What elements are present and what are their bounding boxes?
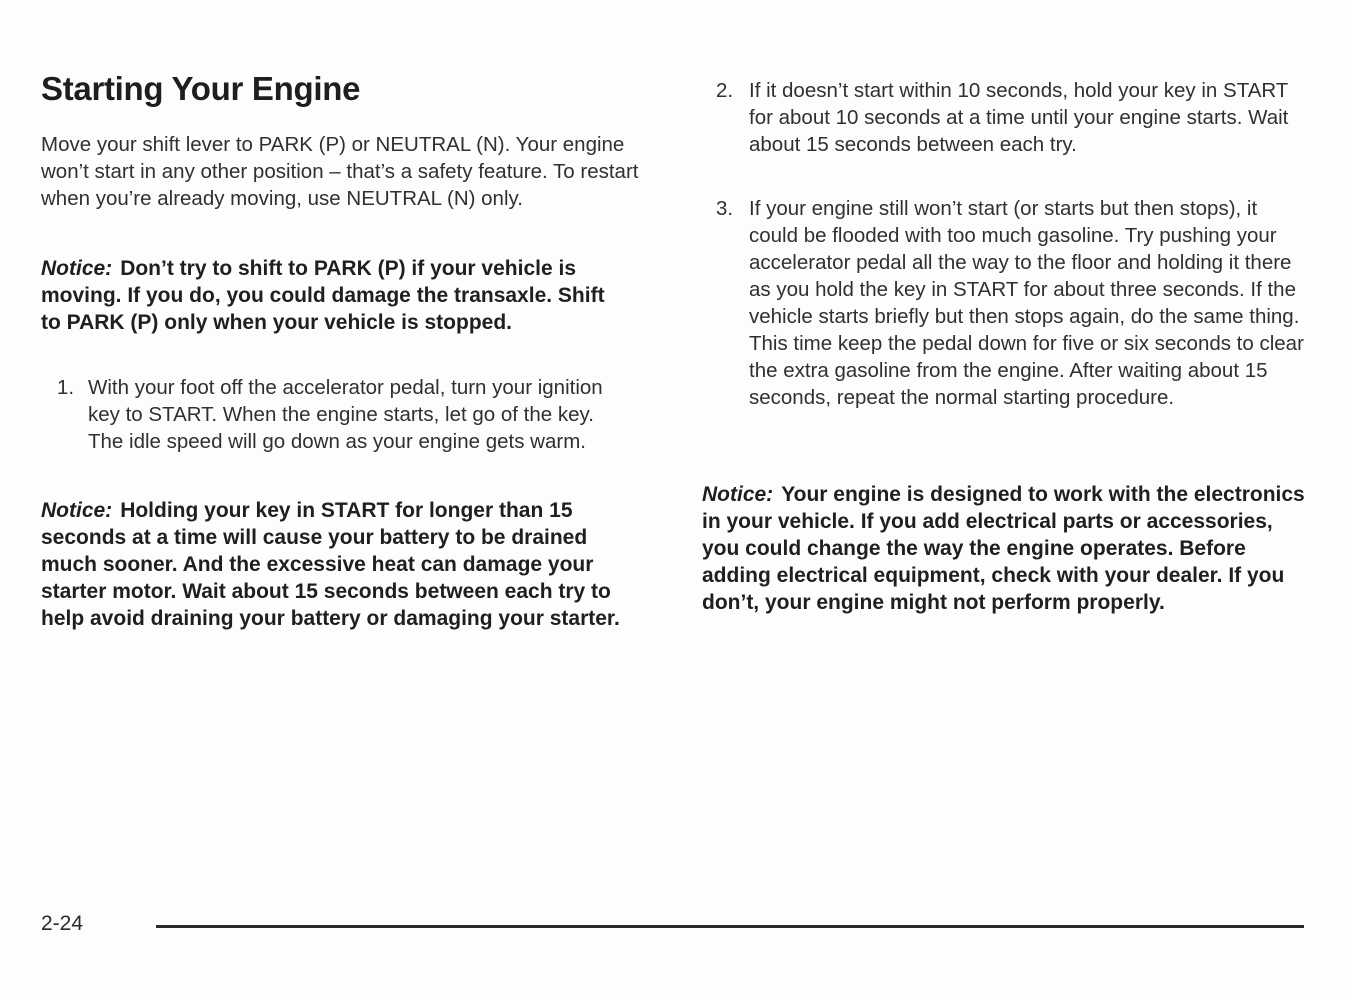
notice-label: Notice: — [702, 483, 774, 506]
list-item-step-2 — [702, 77, 1306, 158]
notice-electronics — [702, 481, 1306, 616]
notice-key-start — [41, 497, 646, 632]
intro-paragraph: Move your shift lever to PARK (P) or NEUTRAL (N). Your engine won’t start in any other position – that’s a safety feature. To restart when you’re already moving, use NEUTRAL (N) only. — [41, 133, 639, 210]
step-number: 2. — [716, 79, 734, 102]
notice-text: Holding your key in START for longer than 15 seconds at a time will cause your battery to be drained much sooner. And the excessive heat can damage your starter motor. Wait about 15 seconds between each try to help avoid draining your battery or damaging your starter. — [41, 499, 620, 630]
notice-text: Your engine is designed to work with the electronics in your vehicle. If you add electrical parts or accessories, you could change the way the engine operates. Before adding electrical equipment, check with your dealer. If you don’t, your engine might not perform properly. — [702, 483, 1305, 614]
notice-label: Notice: — [41, 499, 113, 522]
list-item-step-3 — [702, 195, 1306, 411]
step-text: With your foot off the accelerator pedal, turn your ignition key to START. When the engine starts, let go of the key. The idle speed will go down as your engine gets warm. — [88, 376, 603, 453]
footer-rule — [156, 925, 1304, 928]
list-item-step-1 — [41, 374, 631, 455]
step-number: 1. — [57, 376, 75, 399]
notice-label: Notice: — [41, 257, 113, 280]
step-text: If it doesn’t start within 10 seconds, hold your key in START for about 10 seconds at a time until your engine starts. Wait about 15 seconds between each try. — [749, 79, 1289, 156]
notice-shift-park — [41, 255, 606, 336]
page-number: 2-24 — [41, 912, 84, 935]
step-text: If your engine still won’t start (or starts but then stops), it could be flooded with too much gasoline. Try pushing your accelerator pedal all the way to the floor and holding it there as you hold the key in START for about three seconds. If the vehicle starts briefly but then stops again, do the same thing. This time keep the pedal down for five or six seconds to clear the extra gasoline from the engine. After waiting about 15 seconds, repeat the normal starting procedure. — [749, 197, 1304, 409]
page-title: Starting Your Engine — [41, 70, 361, 107]
notice-text: Don’t try to shift to PARK (P) if your vehicle is moving. If you do, you could damage the transaxle. Shift to PARK (P) only when your vehicle is stopped. — [41, 257, 605, 334]
step-number: 3. — [716, 197, 734, 220]
